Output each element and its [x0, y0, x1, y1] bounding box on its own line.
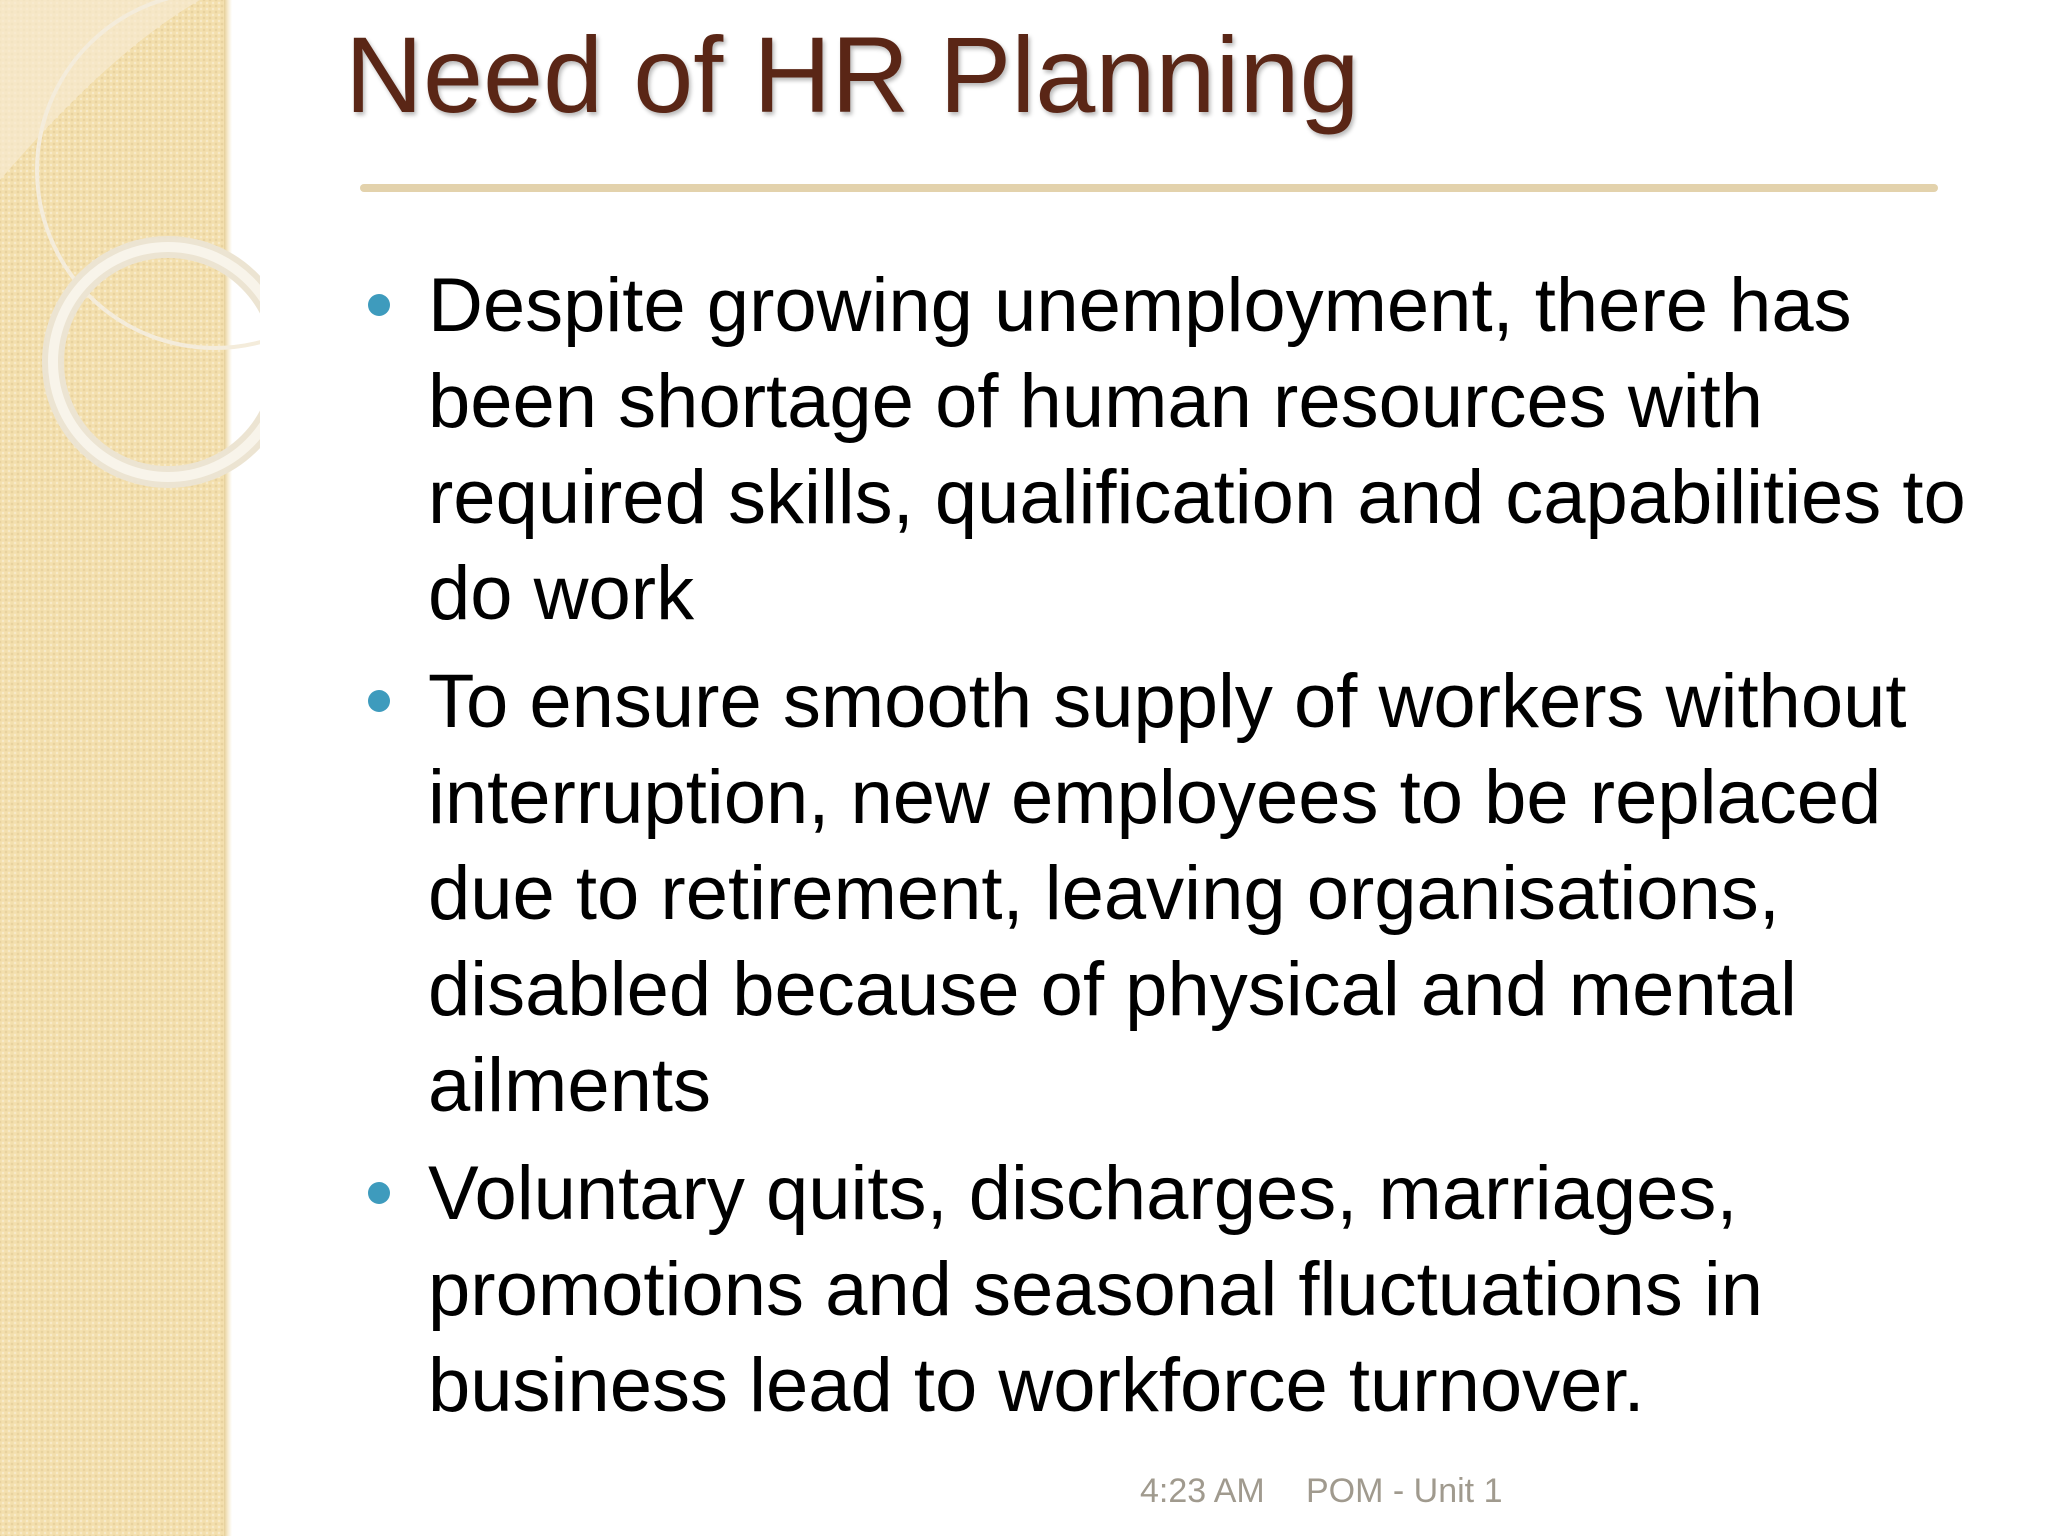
title-divider [360, 184, 1938, 192]
bullet-item [368, 654, 2008, 1134]
bullet-text: To ensure smooth supply of workers without interruption, new employees to be replaced due to retirement, leaving organisations, disabled because of physical and mental ailments [428, 659, 1907, 1128]
bullet-text: Despite growing unemployment, there has been shortage of human resources with required skills, qualification and capabilities to do work [428, 263, 1966, 636]
footer-label: POM - Unit 1 [1306, 1472, 1503, 1510]
bullet-dot-icon [368, 690, 390, 712]
bullet-dot-icon [368, 1182, 390, 1204]
bullet-item [368, 258, 2008, 642]
bullet-text: Voluntary quits, discharges, marriages, promotions and seasonal fluctuations in business lead to workforce turnover. [428, 1151, 1764, 1428]
swirl-rings-icon [0, 0, 260, 520]
bullet-list [368, 258, 2008, 1446]
bullet-dot-icon [368, 294, 390, 316]
slide-title: Need of HR Planning [345, 14, 1360, 135]
bullet-item [368, 1146, 2008, 1434]
footer-time: 4:23 AM [1140, 1472, 1265, 1510]
